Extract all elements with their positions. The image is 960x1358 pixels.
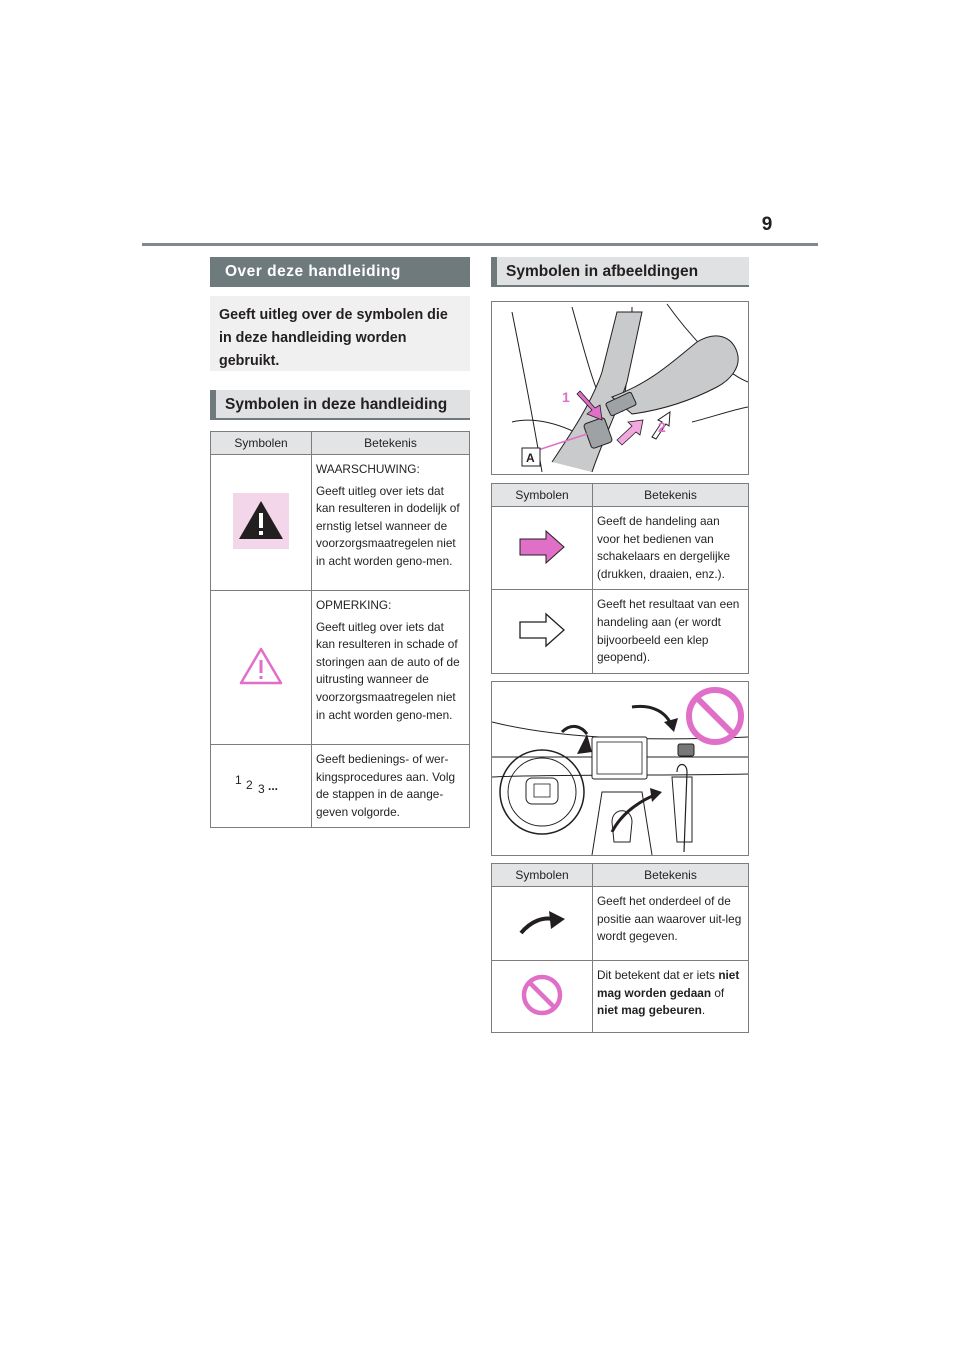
row-text [597,967,744,1020]
row-text: Geeft bedienings- of wer-kingsprocedures aan. Volg de stappen in de aange-geven volgorde. [316,752,456,819]
text-part: . [701,1003,706,1018]
table-header-row [492,484,749,507]
table-row [492,507,749,590]
description-cell [593,961,749,1033]
row-title: WAARSCHUWING: [316,462,420,476]
table-header-row [492,864,749,887]
dashboard-drawing [492,682,748,855]
row-text: Geeft uitleg over iets dat kan resulteren in schade of storingen aan de auto of de uitrusting wanneer de voorzorgsmaatregelen niet in acht worden geno-men. [316,619,460,722]
page-number: 9 [761,214,773,235]
description-cell [593,887,749,961]
table-row [211,455,470,591]
pink-arrow-icon [518,529,566,565]
header-rule [142,243,818,246]
curved-arrow-icon [517,907,567,937]
warning-outline-icon [238,646,284,686]
label-a: A [526,451,535,465]
step-2: 2 [246,778,253,793]
row-text: Geeft de handeling aan voor het bedienen van schakelaars en dergelijke (drukken, draaien, enz.). [597,514,731,581]
steps-icon [231,773,291,799]
symbol-cell [492,590,593,673]
step-3: 3 [258,782,265,797]
seatbelt-illustration [491,301,749,475]
warning-filled-icon [233,493,289,549]
header-betekenis: Betekenis [593,484,749,507]
prohibited-icon [520,973,564,1017]
symbol-cell [492,887,593,961]
text-part: of [711,985,725,1000]
table-row [492,590,749,673]
description-cell [593,590,749,673]
header-symbolen: Symbolen [492,864,593,887]
symbol-cell [492,961,593,1033]
text-part: Dit betekent dat er iets [597,968,719,982]
description-cell [312,455,470,591]
step-ellipsis: ... [268,779,279,794]
row-text: Geeft uitleg over iets dat kan resulteren in dodelijk of ernstig letsel wanneer de voorzorgsmaatregelen niet in acht worden geno-men. [316,483,460,568]
row-text: Geeft het onderdeel of de positie aan waarover uit-leg wordt gegeven. [597,894,742,944]
table-row [211,745,470,828]
symbol-table-left [210,431,470,828]
row-title: OPMERKING: [316,598,392,612]
header-symbolen: Symbolen [211,432,312,455]
intro-text: Geeft uitleg over de symbolen die in deze handleiding worden gebruikt. [210,296,470,371]
table-header-row [211,432,470,455]
symbol-cell [211,455,312,591]
table-row [492,887,749,961]
text-bold: niet mag gebeuren [597,1003,702,1018]
table-row [211,591,470,745]
description-cell [593,507,749,590]
symbol-cell [492,507,593,590]
row-text: Geeft het resultaat van een handeling aan (er wordt bijvoorbeeld een klep geopend). [597,597,740,665]
label-1: 1 [562,389,570,405]
header-betekenis: Betekenis [312,432,470,455]
subsection-title-symbolen: Symbolen in deze handleiding [210,390,470,420]
section-title-over: Over deze handleiding [210,257,470,287]
dashboard-illustration [491,681,749,856]
section-title-afbeeldingen: Symbolen in afbeeldingen [491,257,749,287]
description-cell [312,745,470,828]
header-betekenis: Betekenis [593,864,749,887]
symbol-table-right-2 [491,863,749,1033]
text-bold: niet mag worden gedaan [597,968,740,1000]
symbol-cell [211,745,312,828]
step-1: 1 [235,773,242,788]
seatbelt-drawing [492,302,748,474]
header-symbolen: Symbolen [492,484,593,507]
description-cell [312,591,470,745]
symbol-cell [211,591,312,745]
label-2: 2 [658,419,666,435]
table-row [492,961,749,1033]
outline-arrow-icon [518,612,566,648]
symbol-table-right-1 [491,483,749,674]
